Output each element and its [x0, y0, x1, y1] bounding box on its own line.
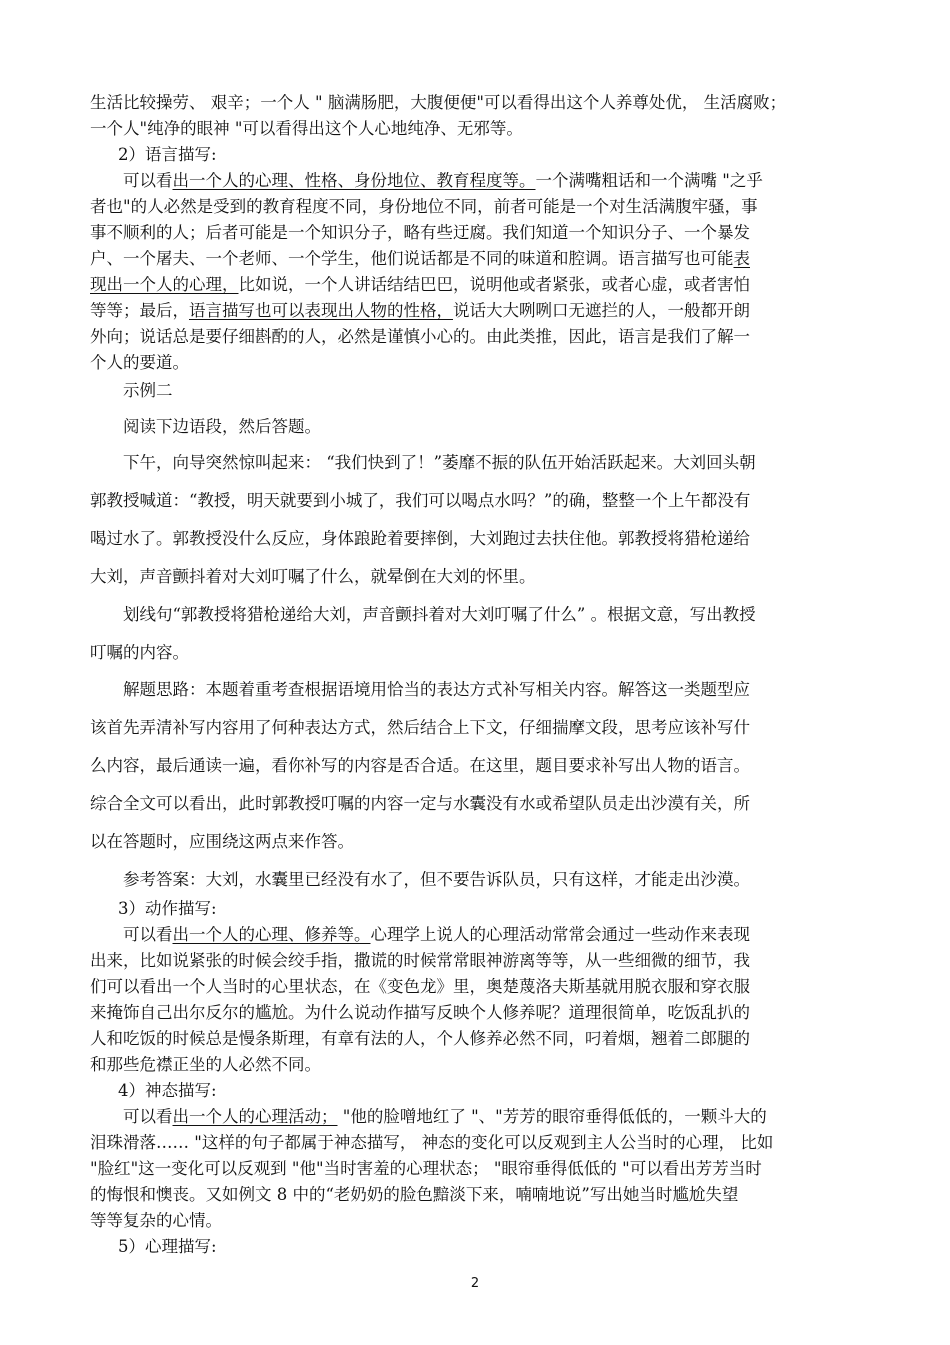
- text-line: 等等复杂的心情。: [90, 1211, 222, 1230]
- underlined-text: 出一个人的心理、修养等。: [172, 925, 371, 944]
- analysis-line: 综合全文可以看出，此时郭教授叮嘱的内容一定与水囊没有水或希望队员走出沙漠有关，所: [90, 794, 750, 813]
- answer-line: 参考答案：大刘，水囊里已经没有水了，但不要告诉队员，只有这样，才能走出沙漠。: [123, 870, 750, 889]
- question-line: 叮嘱的内容。: [90, 643, 189, 662]
- text-line: 们可以看出一个人当时的心里状态，在《变色龙》里，奥楚蔑洛夫斯基就用脱衣服和穿衣服: [90, 977, 750, 996]
- analysis-line: 以在答题时，应围绕这两点来作答。: [90, 832, 354, 851]
- text-line: 来掩饰自己出尔反尔的尴尬。为什么说动作描写反映个人修养呢？道理很简单，吃饭乱扒的: [90, 1003, 750, 1022]
- passage-line: 大刘，声音颤抖着对大刘叮嘱了什么，就晕倒在大刘的怀里。: [90, 567, 536, 586]
- section-heading-action: 3）动作描写:: [118, 899, 217, 918]
- text-line: 等等；最后，语言描写也可以表现出人物的性格，说话大大咧咧口无遮拦的人，一般都开朗: [90, 301, 750, 320]
- analysis-line: 解题思路：本题着重考查根据语境用恰当的表达方式补写相关内容。解答这一类题型应: [123, 680, 750, 699]
- underlined-text: 语言描写也可以表现出人物的性格，: [189, 301, 453, 320]
- text-line: 泪珠滑落…… "这样的句子都属于神态描写， 神态的变化可以反观到主人公当时的心理， 比如: [90, 1133, 774, 1152]
- passage-line: 郭教授喊道：“教授，明天就要到小城了，我们可以喝点水吗？”的确，整整一个上午都没有: [90, 491, 751, 510]
- text-line: 的悔恨和懊丧。又如例文 8 中的“老奶奶的脸色黯淡下来，喃喃地说”写出她当时尴尬失望: [90, 1185, 739, 1204]
- text-line: 生活比较操劳、 艰辛；一个人 " 脑满肠肥，大腹便便"可以看得出这个人养尊处优， 生活腐败；: [90, 93, 787, 112]
- text-line: 现出一个人的心理，比如说，一个人讲话结结巴巴，说明他或者紧张，或者心虚，或者害怕: [90, 275, 750, 294]
- text-line: 和那些危襟正坐的人必然不同。: [90, 1055, 321, 1074]
- analysis-line: 该首先弄清补写内容用了何种表达方式，然后结合上下文，仔细揣摩文段，思考应该补写什: [90, 718, 750, 737]
- underlined-text: 出一个人的心理、性格、身份地位、教育程度等。: [172, 171, 536, 190]
- question-line: 划线句“郭教授将猎枪递给大刘，声音颤抖着对大刘叮嘱了什么” 。根据文意，写出教授: [123, 605, 756, 624]
- text-line: 可以看出一个人的心理活动； "他的脸噌地红了 "、"芳芳的眼帘垂得低低的，一颗斗大的: [123, 1107, 767, 1126]
- text-line: 一个人"纯净的眼神 "可以看得出这个人心地纯净、无邪等。: [90, 119, 523, 138]
- section-heading-psychology: 5）心理描写:: [118, 1237, 217, 1256]
- underlined-text: 表: [733, 249, 750, 268]
- text-line: "脸红"这一变化可以反观到 "他"当时害羞的心理状态； "眼帘垂得低低的 "可以看出芳芳当时: [90, 1159, 762, 1178]
- text-line: 个人的要道。: [90, 353, 189, 372]
- text-line: 事不顺利的人；后者可能是一个知识分子，略有些迂腐。我们知道一个知识分子、一个暴发: [90, 223, 750, 242]
- text-line: 外向；说话总是要仔细斟酌的人，必然是谨慎小心的。由此类推，因此，语言是我们了解一: [90, 327, 750, 346]
- passage-line: 喝过水了。郭教授没什么反应，身体踉跄着要摔倒，大刘跑过去扶住他。郭教授将猎枪递给: [90, 529, 750, 548]
- page-number: 2: [470, 1276, 480, 1291]
- underlined-text: 出一个人的心理活动；: [172, 1107, 338, 1126]
- text-line: 人和吃饭的时候总是慢条斯理，有章有法的人，个人修养必然不同，叼着烟，翘着二郎腿的: [90, 1029, 750, 1048]
- text-line: 可以看出一个人的心理、修养等。心理学上说人的心理活动常常会通过一些动作来表现: [123, 925, 750, 944]
- text-line: 者也"的人必然是受到的教育程度不同，身份地位不同，前者可能是一个对生活满腹牢骚，事: [90, 197, 758, 216]
- analysis-line: 么内容，最后通读一遍，看你补写的内容是否合适。在这里，题目要求补写出人物的语言。: [90, 756, 750, 775]
- underlined-text: 现出一个人的心理，: [90, 275, 239, 294]
- text-line: 出来，比如说紧张的时候会绞手指，撒谎的时候常常眼神游离等等，从一些细微的细节，我: [90, 951, 750, 970]
- section-heading-language: 2）语言描写:: [118, 145, 217, 164]
- text-line: 户、一个屠夫、一个老师、一个学生，他们说话都是不同的味道和腔调。语言描写也可能表: [90, 249, 750, 268]
- example-title: 示例二: [123, 381, 173, 400]
- section-heading-expression: 4）神态描写:: [118, 1081, 217, 1100]
- example-instruction: 阅读下边语段，然后答题。: [123, 417, 321, 436]
- text-line: 可以看出一个人的心理、性格、身份地位、教育程度等。一个满嘴粗话和一个满嘴 "之乎: [123, 171, 763, 190]
- passage-line: 下午，向导突然惊叫起来： “我们快到了！”萎靡不振的队伍开始活跃起来。大刘回头朝: [123, 453, 756, 472]
